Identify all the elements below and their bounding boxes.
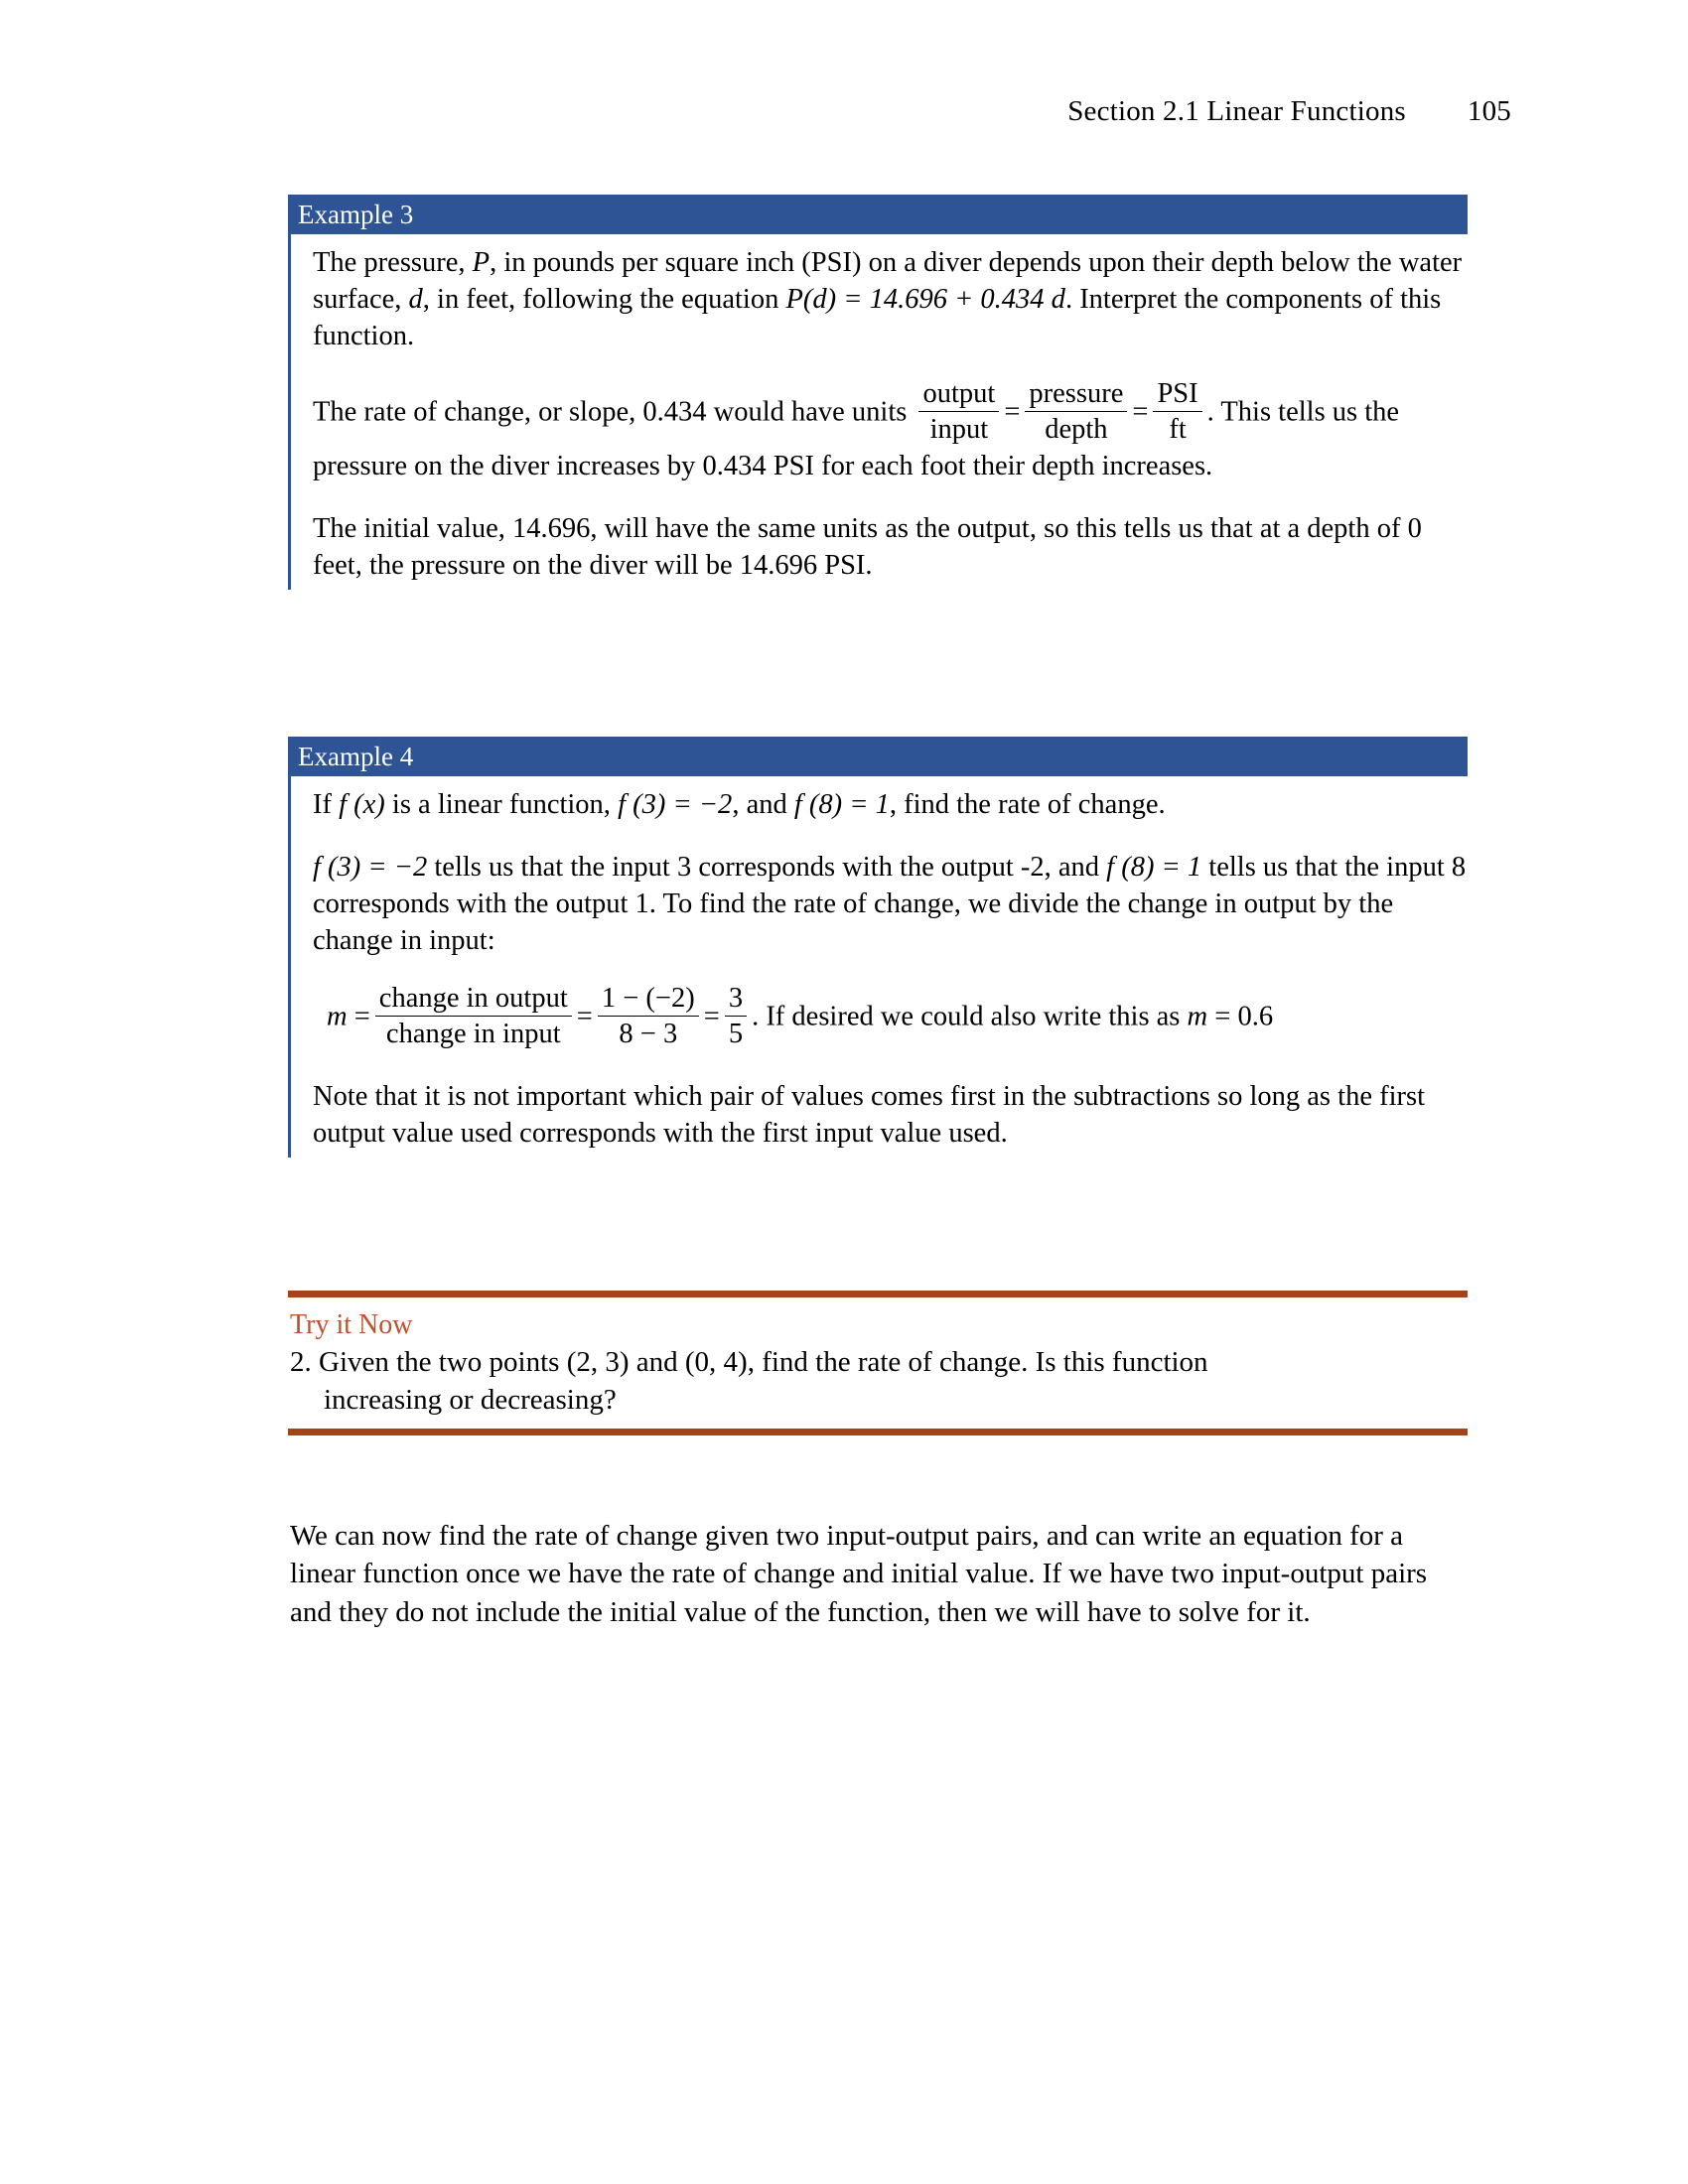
ex4-frac2-numerator: 1 − (−2)	[598, 983, 699, 1017]
example-3-title: Example 3	[288, 195, 1468, 234]
ex4-p1-c: , and	[732, 789, 794, 820]
ex3-fraction-pressure-depth	[1025, 378, 1127, 446]
ex3-frac2-denominator: depth	[1045, 414, 1108, 446]
ex3-p1-d: . Interpret the components of this function.	[313, 284, 1442, 352]
ex3-equation: P(d) = 14.696 + 0.434 d	[785, 284, 1065, 316]
try-it-now-line-1: 2. Given the two points (2, 3) and (0, 4), find the rate of change. Is this function	[290, 1346, 1208, 1378]
ex4-frac3-numerator: 3	[725, 983, 747, 1017]
try-it-now-top-rule	[288, 1291, 1468, 1297]
ex4-frac1-numerator: change in output	[375, 983, 572, 1017]
ex4-p2-f3: f (3) = −2	[313, 852, 428, 884]
ex4-p2-b: tells us that the input 3 corresponds with the output -2, and	[427, 852, 1107, 884]
ex3-p1-b: , in pounds per square inch (PSI) on a diver depends upon their depth below the water surface,	[313, 247, 1463, 316]
ex3-p2-b: . This tells us the pressure on the diver increases by 0.434 PSI for each foot their depth increases.	[313, 396, 1400, 481]
example-3-block	[288, 195, 1468, 590]
header-section-title: Section 2.1 Linear Functions	[1067, 95, 1406, 127]
ex3-p1-var-P: P	[472, 247, 491, 278]
ex4-fx: f (x)	[339, 789, 385, 820]
ex3-frac3-denominator: ft	[1169, 414, 1187, 446]
try-it-now-bottom-rule	[288, 1429, 1468, 1435]
ex3-frac1-numerator: output	[918, 378, 999, 412]
ex3-p1-c: , in feet, following the equation	[422, 284, 786, 316]
ex4-fraction-result	[725, 983, 747, 1050]
ex4-fraction-change	[375, 983, 572, 1050]
ex4-frac1-denominator: change in input	[385, 1019, 561, 1050]
ex3-fraction-output-input	[918, 378, 999, 446]
ex4-formula-equals-2: =	[576, 1001, 593, 1032]
ex3-frac3-numerator: PSI	[1153, 378, 1201, 412]
ex4-p2-f8: f (8) = 1	[1106, 852, 1202, 884]
ex3-p1-a: The pressure,	[313, 247, 473, 278]
try-it-now-text	[290, 1344, 1468, 1419]
example-3-paragraph-1	[313, 244, 1468, 354]
ex4-frac2-denominator: 8 − 3	[619, 1019, 678, 1050]
header-page-number: 105	[1467, 95, 1511, 127]
ex4-frac3-denominator: 5	[728, 1019, 744, 1050]
ex4-formula-tail-m: m	[1187, 1001, 1208, 1032]
ex4-formula-tail-b: = 0.6	[1207, 1001, 1274, 1032]
example-4-paragraph-2	[313, 849, 1468, 959]
example-3-paragraph-3: The initial value, 14.696, will have the same units as the output, so this tells us that at a depth of 0 feet, the pressure on the diver will be 14.696 PSI.	[313, 513, 1422, 582]
ex3-equals-1: =	[1004, 396, 1021, 428]
ex4-p2-d: tells us that the input 8 corresponds with the output 1. To find the rate of change, we divide the change in output by the change in input:	[313, 852, 1467, 957]
ex3-p1-var-d: d	[408, 284, 423, 316]
example-4-title: Example 4	[288, 737, 1468, 776]
page-running-header	[1067, 95, 1511, 128]
example-4-paragraph-1	[313, 786, 1468, 823]
ex4-formula-m: m	[327, 1001, 348, 1032]
try-it-now-line-2: increasing or decreasing?	[324, 1383, 617, 1416]
ex4-f3: f (3) = −2	[618, 789, 733, 820]
example-4-block	[288, 737, 1468, 1158]
example-3-paragraph-2	[313, 380, 1468, 484]
ex3-frac2-numerator: pressure	[1025, 378, 1127, 412]
ex4-formula-equals-3: =	[703, 1001, 720, 1032]
try-it-now-block	[288, 1291, 1468, 1435]
ex4-formula-equals-1: =	[353, 1001, 370, 1032]
example-3-body	[288, 234, 1468, 590]
closing-paragraph-block	[290, 1517, 1472, 1631]
ex3-fraction-psi-ft	[1153, 378, 1201, 446]
ex4-p1-d: , find the rate of change.	[889, 789, 1166, 820]
ex4-p1-a: If	[313, 789, 340, 820]
ex3-equals-2: =	[1132, 396, 1149, 428]
ex3-frac1-denominator: input	[929, 414, 989, 446]
try-it-now-label: Try it Now	[290, 1309, 413, 1340]
ex4-p1-b: is a linear function,	[384, 789, 619, 820]
closing-paragraph: We can now find the rate of change given two input-output pairs, and can write an equation for a linear function once we have the rate of change and initial value. If we have two input-output pairs and they do not include the initial value of the function, then we will have to solve for it.	[290, 1520, 1428, 1628]
ex4-fraction-values	[598, 983, 699, 1050]
ex3-p2-a: The rate of change, or slope, 0.434 would have units	[313, 396, 914, 428]
example-4-formula	[327, 985, 1468, 1052]
example-4-body	[288, 776, 1468, 1158]
ex4-f8: f (8) = 1	[793, 789, 890, 820]
ex4-formula-tail-a: . If desired we could also write this as	[752, 1001, 1188, 1032]
example-4-paragraph-3: Note that it is not important which pair of values comes first in the subtractions so long as the first output value used corresponds with the first input value used.	[313, 1081, 1426, 1150]
